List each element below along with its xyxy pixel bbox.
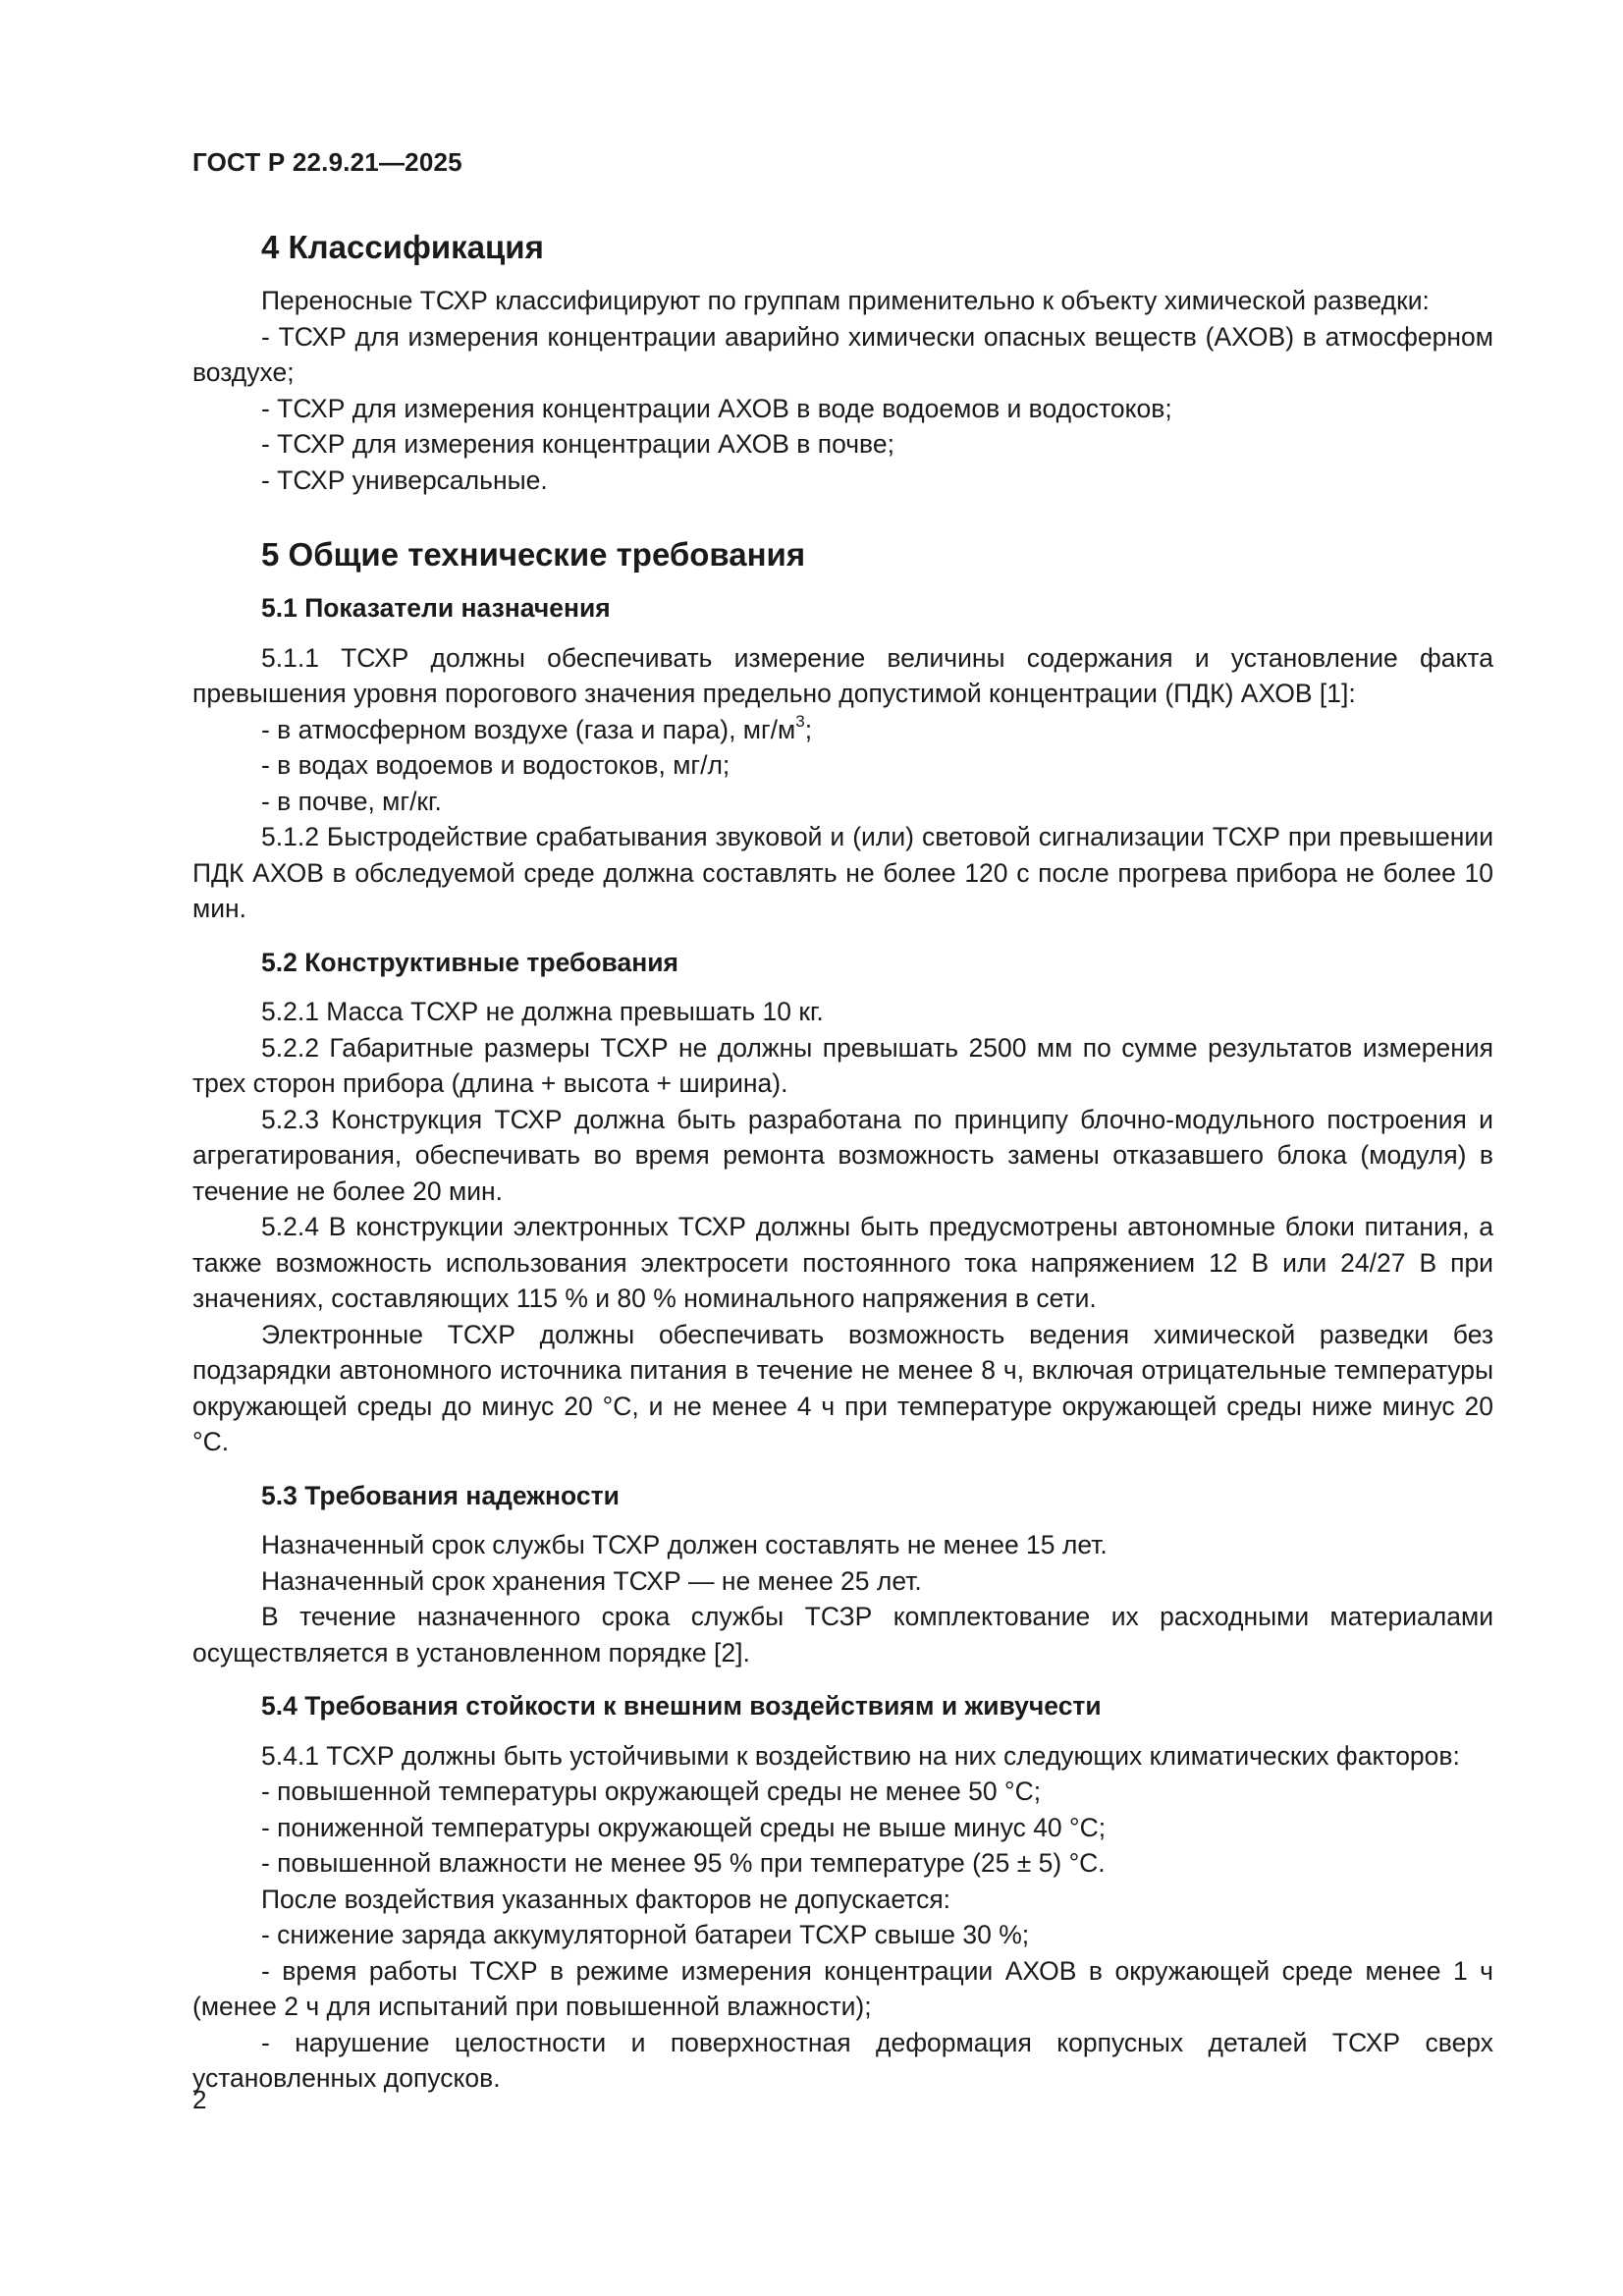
- paragraph-5-2-4-continued: Электронные ТСХР должны обеспечивать возможность ведения химической разведки без подзарядки автономного источника питания в течение не менее 8 ч, включая отрицательные температуры окружающей среды до минус 20 °С, и не менее 4 ч при температуре окружающей среды ниже минус 20 °С.: [192, 1319, 1493, 1456]
- paragraph-after-factors: После воздействия указанных факторов не допускается:: [261, 1884, 951, 1914]
- section-5-heading: 5 Общие технические требования: [261, 536, 806, 573]
- paragraph-5-3-consumables: В течение назначенного срока службы ТСЗР комплектование их расходными материалами осуществляется в установленном порядке [2].: [192, 1602, 1493, 1667]
- page-number: 2: [192, 2085, 207, 2114]
- section-5-4-heading: 5.4 Требования стойкости к внешним воздействиям и живучести: [261, 1691, 1102, 1721]
- page-content: [192, 218, 1493, 2097]
- list-item: - время работы ТСХР в режиме измерения концентрации АХОВ в окружающей среде менее 1 ч (менее 2 ч для испытаний при повышенной влажности);: [192, 1955, 1493, 2021]
- list-item: - снижение заряда аккумуляторной батареи ТСХР свыше 30 %;: [261, 1920, 1030, 1949]
- paragraph-5-2-2: 5.2.2 Габаритные размеры ТСХР не должны превышать 2500 мм по сумме результатов измерения трех сторон прибора (длина + высота + ширина).: [192, 1032, 1493, 1098]
- list-item: - ТСХР для измерения концентрации аварийно химически опасных веществ (АХОВ) в атмосферном воздухе;: [192, 321, 1493, 387]
- list-item-air-end: ;: [804, 714, 813, 744]
- paragraph-5-2-4: 5.2.4 В конструкции электронных ТСХР должны быть предусмотрены автономные блоки питания, а также возможность использования электросети постоянного тока напряжением 12 В или 24/27 В при значениях, составляющих 115 % и 80 % номинального напряжения в сети.: [192, 1212, 1493, 1313]
- list-item-water: - в водах водоемов и водостоков, мг/л;: [261, 750, 730, 780]
- list-item: - повышенной температуры окружающей среды не менее 50 °С;: [261, 1777, 1042, 1806]
- list-item-air-text: - в атмосферном воздухе (газа и пара), мг/м: [261, 714, 796, 744]
- list-item-soil: - в почве, мг/кг.: [261, 786, 442, 816]
- paragraph-5-2-3: 5.2.3 Конструкция ТСХР должна быть разработана по принципу блочно-модульного построения и агрегатирования, обеспечивать во время ремонта возможность замены отказавшего блока (модуля) в течение не более 20 мин.: [192, 1104, 1493, 1206]
- paragraph-5-1-2: 5.1.2 Быстродействие срабатывания звуковой и (или) световой сигнализации ТСХР при превышении ПДК АХОВ в обследуемой среде должна составлять не более 120 с после прогрева прибора не более 10 мин.: [192, 822, 1493, 923]
- list-item: - ТСХР для измерения концентрации АХОВ в почве;: [261, 429, 894, 459]
- section-5-1-heading: 5.1 Показатели назначения: [261, 593, 611, 623]
- section-5-3-heading: 5.3 Требования надежности: [261, 1480, 620, 1510]
- list-item: - ТСХР универсальные.: [261, 465, 548, 495]
- section-4-intro: Переносные ТСХР классифицируют по группам применительно к объекту химической разведки:: [261, 286, 1430, 315]
- list-item-air: [192, 712, 1493, 748]
- list-item: - повышенной влажности не менее 95 % при температуре (25 ± 5) °С.: [261, 1848, 1106, 1878]
- list-item: - нарушение целостности и поверхностная деформация корпусных деталей ТСХР сверх установленных допусков.: [192, 2027, 1493, 2093]
- document-id-header: ГОСТ Р 22.9.21—2025: [192, 147, 462, 177]
- list-item: - ТСХР для измерения концентрации АХОВ в воде водоемов и водостоков;: [261, 393, 1172, 423]
- list-item: - пониженной температуры окружающей среды не выше минус 40 °С;: [261, 1812, 1107, 1842]
- superscript-3: 3: [795, 711, 805, 731]
- paragraph-5-2-1: 5.2.1 Масса ТСХР не должна превышать 10 кг.: [261, 997, 824, 1026]
- paragraph-5-1-1: 5.1.1 ТСХР должны обеспечивать измерение величины содержания и установление факта превышения уровня порогового значения предельно допустимой концентрации (ПДК) АХОВ [1]:: [192, 642, 1493, 708]
- paragraph-5-4-1: 5.4.1 ТСХР должны быть устойчивыми к воздействию на них следующих климатических факторов:: [261, 1740, 1460, 1771]
- paragraph-5-3-service-life: Назначенный срок службы ТСХР должен составлять не менее 15 лет.: [261, 1530, 1108, 1559]
- section-5-2-heading: 5.2 Конструктивные требования: [261, 947, 678, 977]
- section-4-heading: 4 Классификация: [261, 229, 544, 265]
- paragraph-5-3-storage-life: Назначенный срок хранения ТСХР — не менее 25 лет.: [261, 1565, 922, 1596]
